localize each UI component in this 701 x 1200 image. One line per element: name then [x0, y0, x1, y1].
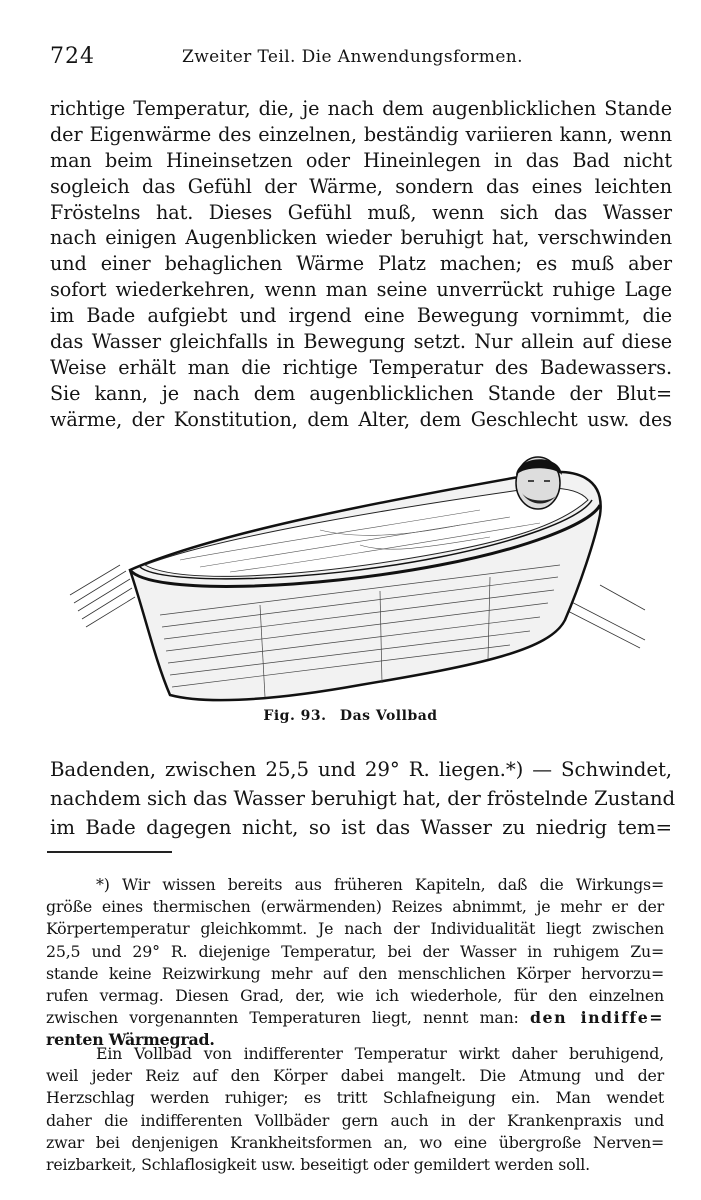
footnote-line: Ein Vollbad von indifferenter Temperatur wirkt daher beruhigend, — [96, 1044, 664, 1063]
text-line: wärme, der Konstitution, dem Alter, dem Geschlecht usw. des — [50, 407, 672, 431]
footnote-line — [46, 1007, 664, 1029]
text-line: im Bade aufgiebt und irgend eine Bewegung vornimmt, die — [50, 304, 672, 328]
footnote-line: Körpertemperatur gleichkommt. Je nach der Individualität liegt zwischen — [46, 919, 664, 939]
caption-label: Fig. 93. — [263, 708, 327, 724]
footnote-line: 25,5 und 29° R. diejenige Temperatur, bei der Wasser in ruhigem Zu= — [46, 941, 664, 961]
running-header — [50, 44, 650, 74]
text-line: der Eigenwärme des einzelnen, beständig variieren kann, wenn — [50, 122, 672, 146]
text-line: und einer behaglichen Wärme Platz machen; es muß aber — [50, 252, 672, 276]
footnote-line: weil jeder Reiz auf den Körper dabei mangelt. Die Atmung und der — [46, 1066, 664, 1086]
text-line: Weise erhält man die richtige Temperatur des Badewassers. — [50, 355, 672, 379]
footnote-line: daher die indifferenten Vollbäder gern auch in der Krankenpraxis und — [46, 1110, 664, 1130]
footnote-second — [46, 1043, 664, 1176]
text-line: Fröstelns hat. Dieses Gefühl muß, wenn sich das Wasser — [50, 200, 672, 224]
text-line: sofort wiederkehren, wenn man seine unverrückt ruhige Lage — [50, 278, 672, 302]
paragraph-bottom — [50, 755, 676, 842]
emphasis-term: den indiffe= — [530, 1008, 664, 1028]
footnote-divider — [47, 851, 172, 853]
footnote-line: zwar bei denjenigen Krankheitsformen an, wo eine übergroße Nerven= — [46, 1132, 664, 1152]
text-line: Sie kann, je nach dem augenblicklichen Stande der Blut= — [50, 381, 672, 405]
page-number: 724 — [50, 44, 95, 69]
caption-title: Das Vollbad — [339, 708, 438, 724]
text-line: richtige Temperatur, die, je nach dem augenblicklichen Stande — [50, 97, 672, 120]
text-line: nachdem sich das Wasser beruhigt hat, der fröstelnde Zustand — [50, 787, 676, 810]
text-line: nach einigen Augenblicken wieder beruhigt hat, verschwinden — [50, 226, 672, 250]
footnote-line: Herzschlag werden ruhiger; es tritt Schlafneigung ein. Man wendet — [46, 1088, 664, 1108]
text-line: das Wasser gleichfalls in Bewegung setzt. Nur allein auf diese — [50, 330, 672, 354]
footnote-text: zwischen vorgenannten Temperaturen liegt, nennt man: — [46, 1008, 519, 1028]
footnote-line: stande keine Reizwirkung mehr auf den menschlichen Körper hervorzu= — [46, 963, 664, 983]
footnote-line: reizbarkeit, Schlaflosigkeit usw. beseitigt oder gemildert werden soll. — [46, 1154, 590, 1174]
footnote-line: *) Wir wissen bereits aus früheren Kapiteln, daß die Wirkungs= — [96, 875, 664, 894]
figure-caption — [0, 708, 701, 724]
text-line: Badenden, zwischen 25,5 und 29° R. liegen.*) — Schwindet, — [50, 758, 672, 781]
text-line: sogleich das Gefühl der Wärme, sondern das eines leichten — [50, 174, 672, 198]
text-line: man beim Hineinsetzen oder Hineinlegen in das Bad nicht — [50, 148, 672, 172]
paragraph-top — [50, 96, 672, 433]
text-line: im Bade dagegen nicht, so ist das Wasser zu niedrig tem= — [50, 816, 672, 839]
running-title: Zweiter Teil. Die Anwendungsformen. — [182, 47, 523, 67]
footnote-first — [46, 874, 664, 1052]
bathtub-illustration — [60, 445, 660, 715]
footnote-line: renten Wärmegrad. — [46, 1030, 215, 1050]
footnote-line: größe eines thermischen (erwärmenden) Reizes abnimmt, je mehr er der — [46, 897, 664, 917]
footnote-line: rufen vermag. Diesen Grad, der, wie ich wiederhole, für den einzelnen — [46, 985, 664, 1005]
